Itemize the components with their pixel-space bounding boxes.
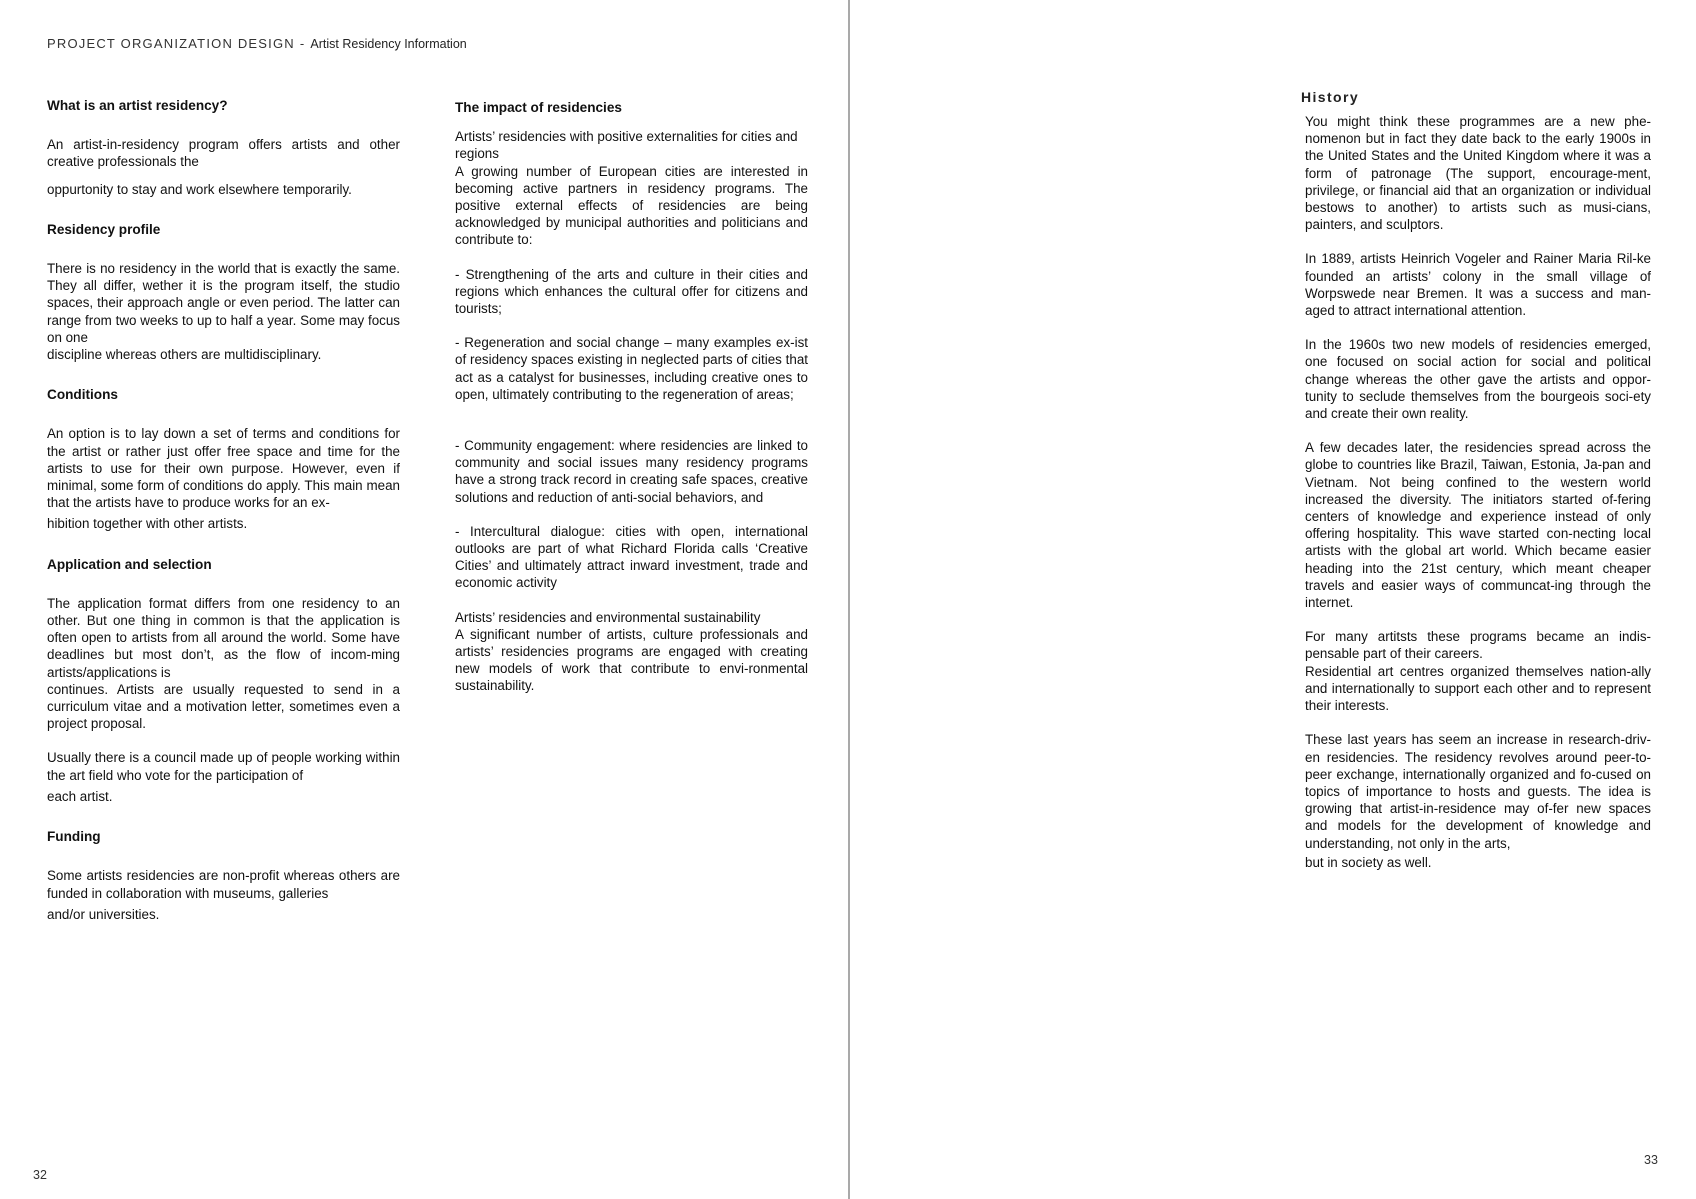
page-number-left: 32 [33, 1168, 47, 1182]
header-separator: - [299, 36, 306, 51]
text-line: oppurtonity to stay and work elsewhere temporarily. [47, 181, 352, 197]
history-paragraph-1: You might think these programmes are a new phe-nomenon but in fact they date back to the early 1900s in the United States and the United Kingdom where it was a form of patronage (The support, encourage-ment, privilege, or financial aid that an organization or individual bestows to another) to artists such as musi-cians, painters, and sculptors. [1305, 114, 1651, 233]
text-line: each artist. [47, 788, 113, 804]
paragraph-environment [455, 609, 808, 695]
header-subtitle: Artist Residency Information [310, 37, 467, 51]
paragraph-intro [455, 128, 808, 248]
history-paragraph-5 [1305, 628, 1651, 714]
text-line: An option is to lay down a set of terms and conditions for the artist or rather just offer free space and time for the artists to use for their own purpose. However, even if minimal, some form of conditions do apply. This main mean that the artists have to produce works for an ex- [47, 426, 400, 511]
heading-history: History [1301, 89, 1360, 105]
bullet-intercultural: - Intercultural dialogue: cities with open, international outlooks are part of what Richard Florida calls ‘Creative Cities’ and ultimately attract inward investment, trade and economic activity [455, 523, 808, 591]
text-line: hibition together with other artists. [47, 516, 248, 532]
paragraph-funding [47, 867, 400, 923]
paragraph-residency-profile [47, 260, 400, 363]
heading-impact: The impact of residencies [455, 100, 622, 115]
heading-application: Application and selection [47, 556, 212, 572]
text-line: An artist-in-residency program offers artists and other creative professionals the [47, 137, 400, 170]
heading-funding: Funding [47, 829, 101, 845]
heading-conditions: Conditions [47, 387, 118, 403]
text-line: Some artists residencies are non-profit whereas others are funded in collaboration with museums, galleries [47, 868, 400, 901]
history-column [1305, 113, 1651, 888]
env-body: A significant number of artists, culture professionals and artists’ residencies programs are engaged with creating new models of work that contribute to envi-ronmental sustainability. [455, 626, 808, 694]
text-line: There is no residency in the world that is exactly the same. They all differ, wether it is the program itself, the studio spaces, their approach angle or even period. The latter can range from two weeks to up to half a year. Some may focus on one [47, 261, 400, 345]
heading-what-is: What is an artist residency? [47, 98, 228, 113]
running-header [47, 36, 467, 51]
bullet-community: - Community engagement: where residencies are linked to community and social issues many residency programs have a strong track record in creating safe spaces, creative solutions and reduction of anti-social behaviors, and [455, 438, 808, 505]
heading-residency-profile: Residency profile [47, 221, 161, 237]
text-line: and/or universities. [47, 906, 160, 922]
env-title: Artists’ residencies and environmental sustainability [455, 609, 761, 625]
text-line: Residential art centres organized themselves nation-ally and internationally to support each other and to represent their interests. [1305, 663, 1651, 714]
text-line: discipline whereas others are multidisciplinary. [47, 347, 322, 363]
text-line: continues. Artists are usually requested to send in a curriculum vitae and a motivation letter, sometimes even a project proposal. [47, 681, 400, 732]
text-line: For many artitsts these programs became an indis-pensable part of their careers. [1305, 629, 1651, 662]
bullet-regeneration: - Regeneration and social change – many examples ex-ist of residency spaces existing in neglected parts of cities that act as a catalyst for businesses, including creative ones to open, ultimately contributing to the regeneration of areas; [455, 335, 808, 402]
paragraph-conditions [47, 425, 400, 532]
paragraph-application-1 [47, 595, 400, 733]
right-page [850, 0, 1696, 1199]
left-column [47, 97, 400, 940]
intro-body: A growing number of European cities are interested in becoming active partners in residency programs. The positive external effects of residencies are being acknowledged by municipal authorities and politicians and contribute to: [455, 163, 808, 248]
text-line: Usually there is a council made up of people working within the art field who vote for the participation of [47, 750, 400, 783]
history-paragraph-3: In the 1960s two new models of residencies emerged, one focused on social action for social and political change whereas the other gave the artists and oppor-tunity to seclude themselves from the bourgeois soci-ety and create their own reality. [1305, 337, 1651, 422]
middle-column [455, 99, 808, 712]
history-paragraph-2: In 1889, artists Heinrich Vogeler and Rainer Maria Ril-ke founded an artists’ colony in the small village of Worpswede near Bremen. It was a success and man-aged to attract international attention. [1305, 251, 1651, 319]
page-number-right: 33 [1644, 1153, 1658, 1167]
text-line: These last years has seem an increase in research-driv-en residencies. The residency revolves around peer-to-peer exchange, internationally organized and fo-cused on topics of importance to hosts and guests. The idea is growing that artist-in-residence may of-fer new spaces and models for the development of knowledge and understanding, not only in the arts, [1305, 732, 1651, 851]
intro-title: Artists’ residencies with positive externalities for cities and regions [455, 129, 798, 162]
header-section: PROJECT ORGANIZATION DESIGN [47, 36, 295, 51]
text-line: but in society as well. [1305, 854, 1432, 870]
bullet-strengthening: - Strengthening of the arts and culture in their cities and regions which enhances the cultural offer for citizens and tourists; [455, 266, 808, 317]
history-paragraph-6 [1305, 731, 1651, 871]
text-line: The application format differs from one residency to an other. But one thing in common is that the application is often open to artists from all around the world. Some have deadlines but most don’t, as the flow of incom-ming artists/applications is [47, 595, 400, 680]
history-paragraph-4: A few decades later, the residencies spread across the globe to countries like Brazil, Taiwan, Estonia, Ja-pan and Vietnam. Not being confined to the western world increased the diversity. The initiators started of-fering centers of knowledge and experience instead of only offering hospitality. This wave started con-necting local artists with the global art world. Which became easier heading into the 21st century, which meant cheaper travels and easier ways of communcat-ing through the internet. [1305, 440, 1651, 611]
paragraph-application-2 [47, 749, 400, 805]
paragraph-what-is [47, 136, 400, 198]
